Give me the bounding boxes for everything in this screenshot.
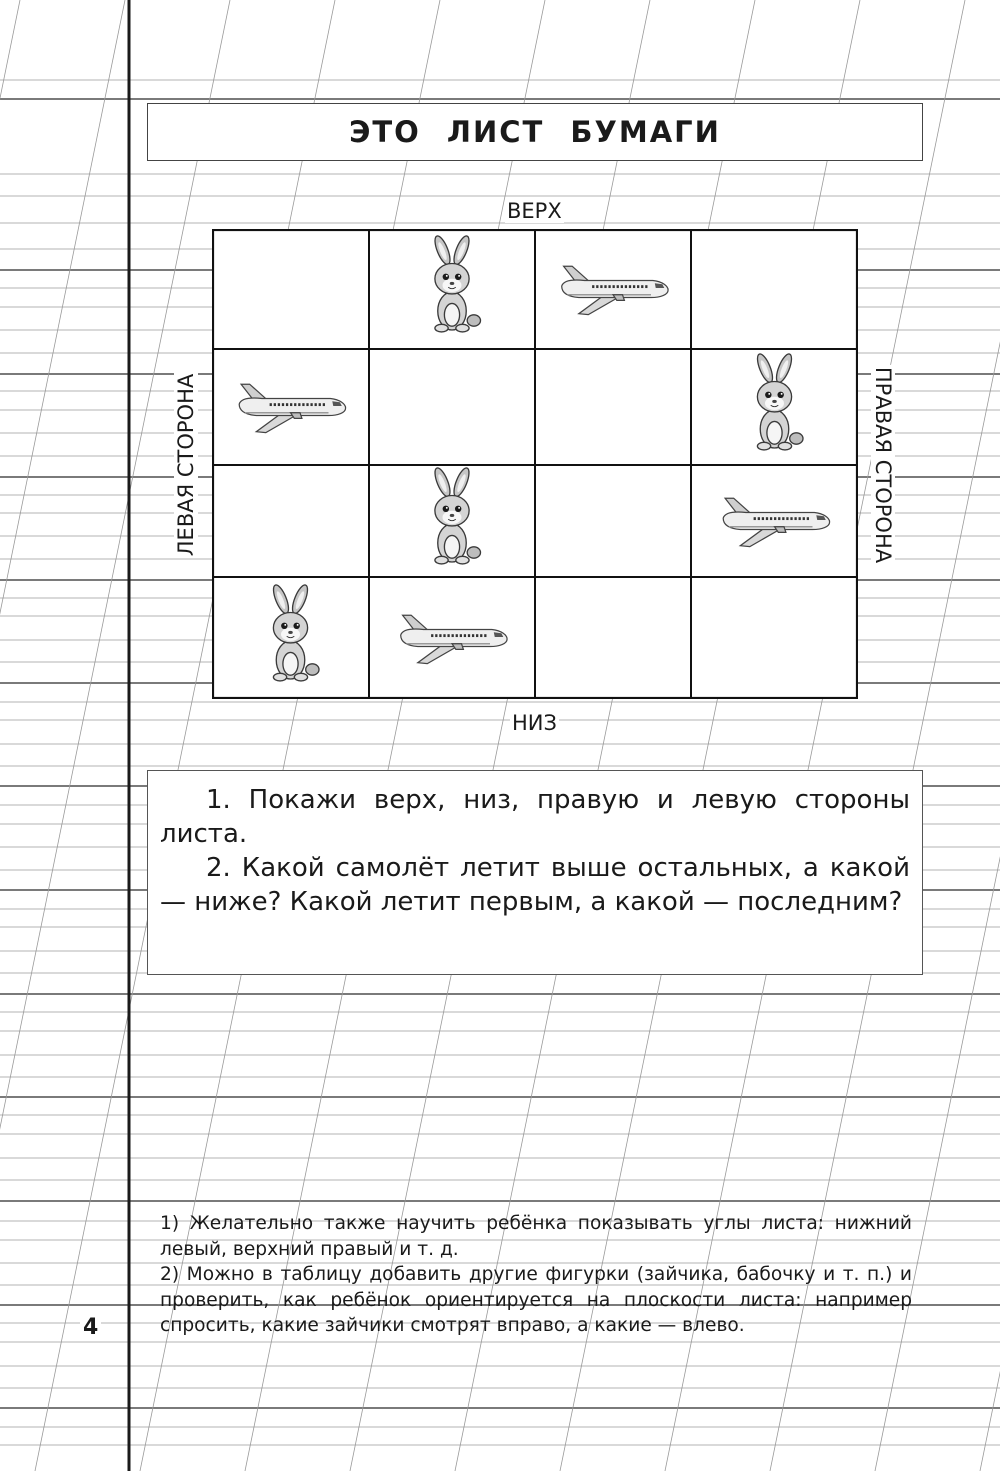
slant-line [0,0,20,1471]
footnotes [160,1211,912,1339]
task-2: 2. Какой самолёт летит выше остальных, а какой — ниже? Какой летит первым, а какой — последним? [160,853,910,917]
task-1: 1. Покажи верх, низ, правую и левую стороны листа. [160,785,910,849]
paper-grid [212,229,858,699]
page-title: ЭТО ЛИСТ БУМАГИ [349,115,721,149]
slant-line [980,0,1000,1471]
label-top: ВЕРХ [507,199,562,223]
page-number: 4 [80,1315,101,1340]
task-box [147,770,923,975]
footnote-2: 2) Можно в таблицу добавить другие фигурки (зайчика, бабочку и т. п.) и проверить, как ребёнок ориентируется на плоскости листа: например спросить, какие зайчики смотрят вправо, а какие — влево. [160,1264,912,1336]
label-right: ПРАВАЯ СТОРОНА [871,366,895,564]
title-box [147,103,923,161]
label-bottom: НИЗ [512,711,557,735]
label-left: ЛЕВАЯ СТОРОНА [174,373,198,557]
footnote-1: 1) Желательно также научить ребёнка показывать углы листа: нижний левый, верхний правый и т. д. [160,1213,912,1260]
slant-line [0,0,125,1471]
